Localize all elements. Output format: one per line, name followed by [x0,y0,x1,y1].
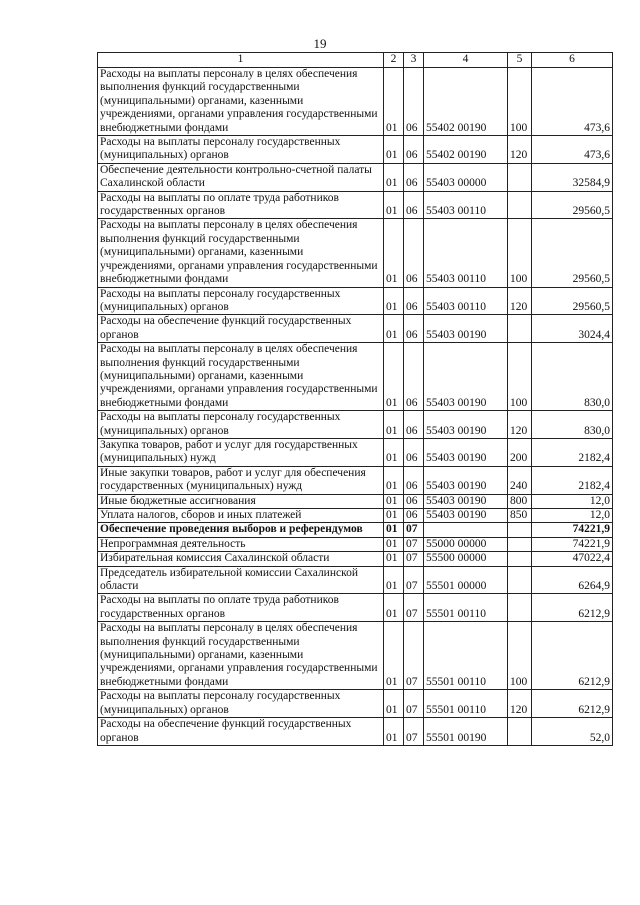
target-code-cell: 55501 00190 [424,718,508,746]
row-name-cell: Обеспечение проведения выборов и референдумов [98,523,384,537]
target-code-cell: 55500 00000 [424,552,508,566]
expense-type-cell [508,163,532,191]
row-name-cell: Иные закупки товаров, работ и услуг для обеспечения государственных (муниципальных) нужд [98,466,384,494]
amount-cell: 830,0 [532,343,613,411]
table-row [98,594,613,622]
expense-type-cell: 800 [508,494,532,508]
target-code-cell: 55501 00110 [424,594,508,622]
expense-type-cell [508,718,532,746]
target-code-cell: 55403 00190 [424,315,508,343]
target-code-cell: 55403 00000 [424,163,508,191]
expense-type-cell: 100 [508,343,532,411]
row-name-cell: Иные бюджетные ассигнования [98,494,384,508]
row-name-cell: Расходы на выплаты персоналу в целях обеспечения выполнения функций государственными (муниципальными) органами, казенными учреждениями, органами управления государственными внебюджетными фондами [98,622,384,690]
expense-type-cell [508,191,532,219]
row-name-cell: Избирательная комиссия Сахалинской области [98,552,384,566]
table-row [98,411,613,439]
section-code-cell: 01 [384,552,404,566]
expense-type-cell: 100 [508,622,532,690]
row-name-cell: Расходы на выплаты по оплате труда работников государственных органов [98,594,384,622]
table-row [98,466,613,494]
amount-cell: 6212,9 [532,690,613,718]
target-code-cell [424,523,508,537]
row-name-cell: Уплата налогов, сборов и иных платежей [98,509,384,523]
expense-type-cell: 120 [508,287,532,315]
section-code-cell: 01 [384,537,404,551]
amount-cell: 3024,4 [532,315,613,343]
target-code-cell: 55403 00110 [424,191,508,219]
subsection-code-cell: 06 [404,438,424,466]
section-code-cell: 01 [384,411,404,439]
section-code-cell: 01 [384,594,404,622]
table-row [98,509,613,523]
table-row [98,287,613,315]
subsection-code-cell: 06 [404,494,424,508]
amount-cell: 6264,9 [532,566,613,594]
table-header-row [98,53,613,68]
section-code-cell: 01 [384,163,404,191]
table-row [98,552,613,566]
row-name-cell: Расходы на выплаты персоналу в целях обеспечения выполнения функций государственными (муниципальными) органами, казенными учреждениями, органами управления государственными внебюджетными фондами [98,219,384,287]
amount-cell: 52,0 [532,718,613,746]
table-row [98,537,613,551]
target-code-cell: 55000 00000 [424,537,508,551]
section-code-cell: 01 [384,68,404,136]
amount-cell: 6212,9 [532,594,613,622]
target-code-cell: 55403 00190 [424,466,508,494]
subsection-code-cell: 07 [404,537,424,551]
section-code-cell: 01 [384,690,404,718]
page-number: 19 [313,36,327,51]
section-code-cell: 01 [384,466,404,494]
expense-type-cell: 200 [508,438,532,466]
subsection-code-cell: 06 [404,411,424,439]
expense-type-cell [508,566,532,594]
amount-cell: 29560,5 [532,219,613,287]
expense-type-cell [508,315,532,343]
section-code-cell: 01 [384,315,404,343]
row-name-cell: Расходы на обеспечение функций государственных органов [98,315,384,343]
row-name-cell: Расходы на выплаты персоналу государственных (муниципальных) органов [98,690,384,718]
amount-cell: 473,6 [532,136,613,164]
row-name-cell: Председатель избирательной комиссии Сахалинской области [98,566,384,594]
amount-cell: 74221,9 [532,537,613,551]
subsection-code-cell: 06 [404,163,424,191]
amount-cell: 74221,9 [532,523,613,537]
row-name-cell: Расходы на обеспечение функций государственных органов [98,718,384,746]
section-code-cell: 01 [384,287,404,315]
header-cell: 4 [424,53,508,68]
section-code-cell: 01 [384,509,404,523]
target-code-cell: 55402 00190 [424,136,508,164]
table-row [98,438,613,466]
target-code-cell: 55501 00110 [424,622,508,690]
target-code-cell: 55501 00000 [424,566,508,594]
table-row [98,163,613,191]
amount-cell: 12,0 [532,509,613,523]
expense-type-cell: 100 [508,219,532,287]
subsection-code-cell: 06 [404,466,424,494]
subsection-code-cell: 06 [404,509,424,523]
table-row [98,219,613,287]
table-row [98,690,613,718]
expense-type-cell: 120 [508,411,532,439]
table-row [98,523,613,537]
amount-cell: 29560,5 [532,191,613,219]
expense-type-cell: 120 [508,136,532,164]
row-name-cell: Непрограммная деятельность [98,537,384,551]
table-row [98,566,613,594]
amount-cell: 2182,4 [532,438,613,466]
subsection-code-cell: 07 [404,594,424,622]
subsection-code-cell: 07 [404,523,424,537]
section-code-cell: 01 [384,494,404,508]
section-code-cell: 01 [384,136,404,164]
expense-type-cell: 120 [508,690,532,718]
subsection-code-cell: 07 [404,622,424,690]
row-name-cell: Закупка товаров, работ и услуг для государственных (муниципальных) нужд [98,438,384,466]
row-name-cell: Расходы на выплаты персоналу в целях обеспечения выполнения функций государственными (муниципальными) органами, казенными учреждениями, органами управления государственными внебюджетными фондами [98,343,384,411]
subsection-code-cell: 06 [404,219,424,287]
table-row [98,136,613,164]
expense-type-cell [508,523,532,537]
table-row [98,622,613,690]
section-code-cell: 01 [384,718,404,746]
section-code-cell: 01 [384,343,404,411]
section-code-cell: 01 [384,566,404,594]
target-code-cell: 55403 00190 [424,343,508,411]
budget-table [97,52,613,746]
section-code-cell: 01 [384,438,404,466]
subsection-code-cell: 06 [404,136,424,164]
target-code-cell: 55403 00190 [424,438,508,466]
section-code-cell: 01 [384,191,404,219]
target-code-cell: 55403 00110 [424,287,508,315]
row-name-cell: Расходы на выплаты персоналу государственных (муниципальных) органов [98,287,384,315]
subsection-code-cell: 07 [404,552,424,566]
row-name-cell: Расходы на выплаты по оплате труда работников государственных органов [98,191,384,219]
table-row [98,494,613,508]
expense-type-cell: 850 [508,509,532,523]
row-name-cell: Расходы на выплаты персоналу в целях обеспечения выполнения функций государственными (муниципальными) органами, казенными учреждениями, органами управления государственными внебюджетными фондами [98,68,384,136]
subsection-code-cell: 06 [404,315,424,343]
target-code-cell: 55402 00190 [424,68,508,136]
expense-type-cell: 240 [508,466,532,494]
target-code-cell: 55403 00190 [424,509,508,523]
subsection-code-cell: 06 [404,287,424,315]
amount-cell: 32584,9 [532,163,613,191]
section-code-cell: 01 [384,622,404,690]
expense-type-cell [508,537,532,551]
header-cell: 3 [404,53,424,68]
subsection-code-cell: 07 [404,718,424,746]
section-code-cell: 01 [384,523,404,537]
header-cell: 1 [98,53,384,68]
table-row [98,718,613,746]
expense-type-cell [508,594,532,622]
subsection-code-cell: 06 [404,68,424,136]
amount-cell: 47022,4 [532,552,613,566]
header-cell: 6 [532,53,613,68]
row-name-cell: Расходы на выплаты персоналу государственных (муниципальных) органов [98,411,384,439]
row-name-cell: Расходы на выплаты персоналу государственных (муниципальных) органов [98,136,384,164]
section-code-cell: 01 [384,219,404,287]
amount-cell: 2182,4 [532,466,613,494]
expense-type-cell: 100 [508,68,532,136]
amount-cell: 29560,5 [532,287,613,315]
expense-type-cell [508,552,532,566]
subsection-code-cell: 06 [404,343,424,411]
table-row [98,68,613,136]
header-cell: 2 [384,53,404,68]
amount-cell: 830,0 [532,411,613,439]
target-code-cell: 55403 00190 [424,411,508,439]
amount-cell: 12,0 [532,494,613,508]
amount-cell: 473,6 [532,68,613,136]
table-row [98,191,613,219]
header-cell: 5 [508,53,532,68]
subsection-code-cell: 07 [404,690,424,718]
target-code-cell: 55403 00110 [424,219,508,287]
amount-cell: 6212,9 [532,622,613,690]
target-code-cell: 55403 00190 [424,494,508,508]
subsection-code-cell: 06 [404,191,424,219]
table-row [98,315,613,343]
target-code-cell: 55501 00110 [424,690,508,718]
table-row [98,343,613,411]
row-name-cell: Обеспечение деятельности контрольно-счетной палаты Сахалинской области [98,163,384,191]
subsection-code-cell: 07 [404,566,424,594]
